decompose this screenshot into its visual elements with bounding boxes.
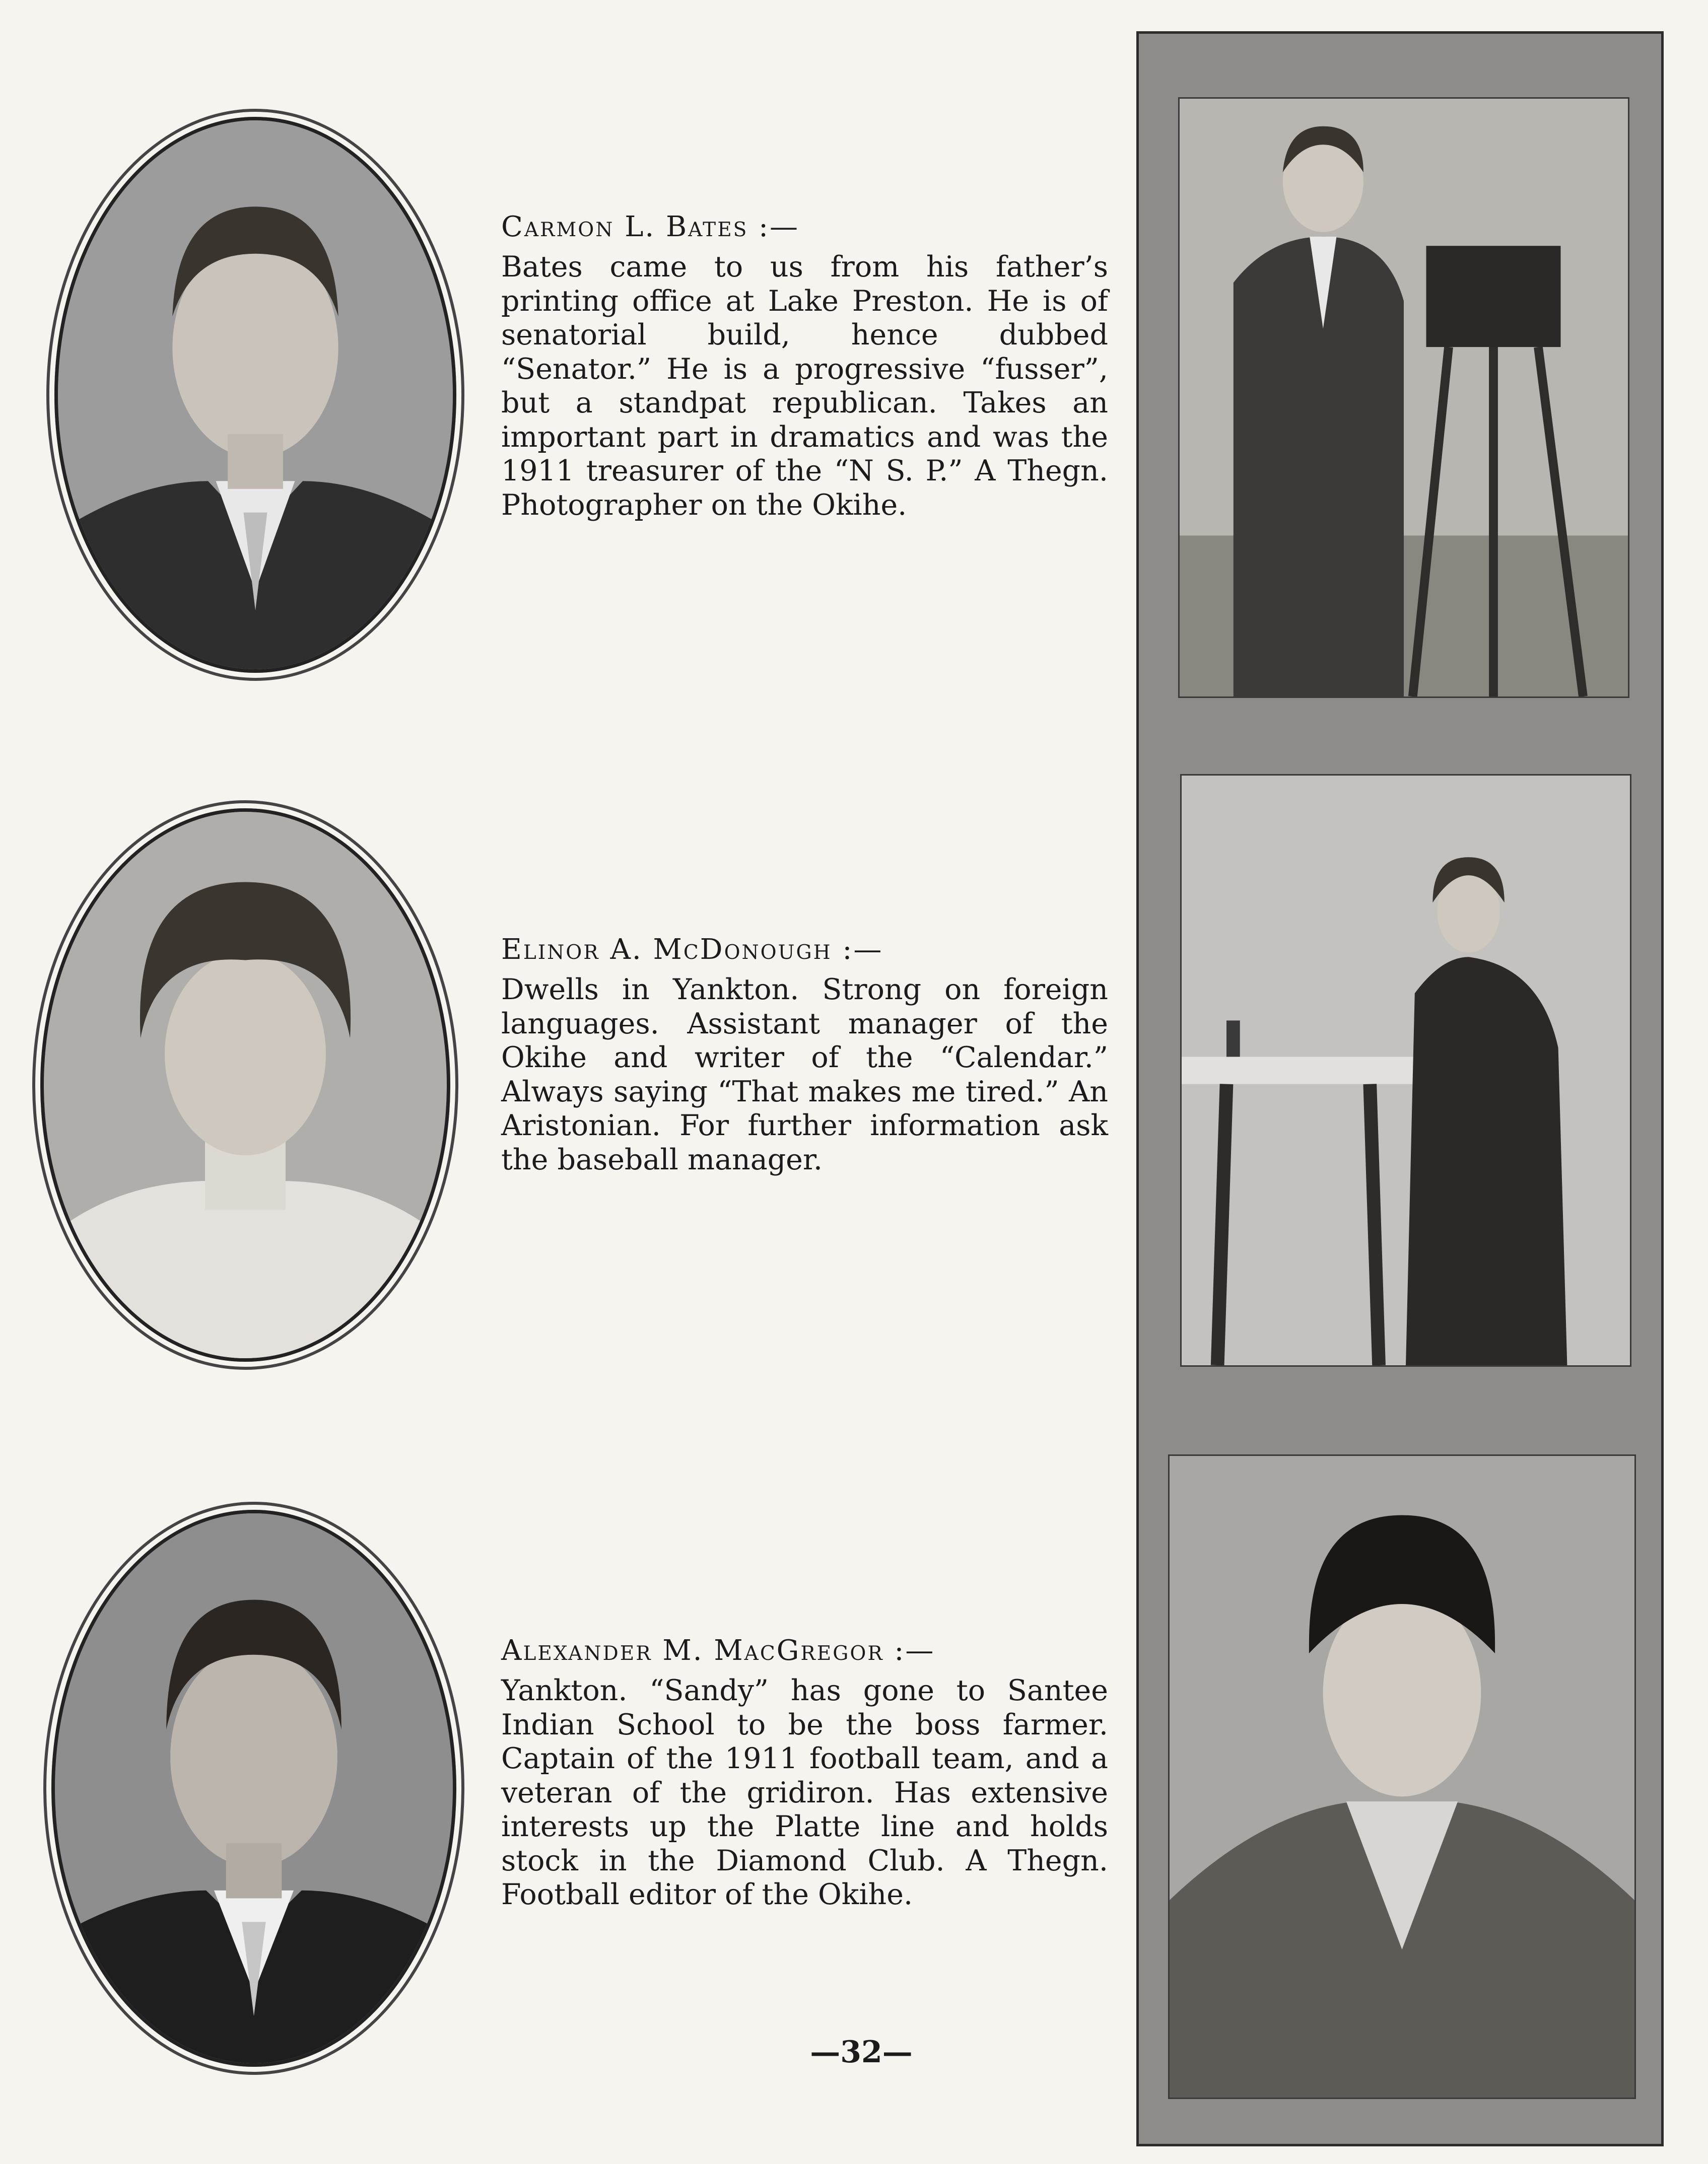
bio-alexander-macgregor [501,1634,1108,1912]
man-portrait-graphic [58,120,453,669]
woman-portrait-graphic [44,812,447,1358]
woman-reading-graphic [1182,776,1630,1365]
man-portrait-graphic [55,1513,453,2063]
bio-text: Yankton. “Sandy” has gone to Santee Indian School to be the boss farmer. Captain of the 1911 football team, and a veteran of the gridiron. Has extensive interests up the Platte line and holds stock in the Diamond Club. A Thegn. Football editor of the Okihe. [501,1674,1108,1911]
bio-carmon-bates [501,211,1108,522]
bio-text: Bates came to us from his father’s printing office at Lake Preston. He is of senatorial build, hence dubbed “Senator.” He is a progressive “fusser”, but a standpat republican. Takes an important part in dramatics and was the 1911 treasurer of the “N S. P.” A Thegn. Photographer on the Okihe. [501,250,1108,522]
portrait-alexander-macgregor [51,1510,456,2067]
bio-name: Alexander M. MacGregor :— [501,1634,935,1667]
page-number: —32— [810,2035,913,2070]
bio-text: Dwells in Yankton. Strong on foreign languages. Assistant manager of the Okihe and writer of the “Calendar.” Always saying “That makes me tired.” An Aristonian. For further information ask the baseball manager. [501,973,1108,1176]
photo-woman-reading [1180,774,1631,1367]
bio-name: Carmon L. Bates :— [501,211,800,243]
photo-man-in-fur-hat [1168,1454,1636,2099]
bio-elinor-mcdonough [501,933,1108,1177]
portrait-elinor-mcdonough [40,808,450,1362]
man-with-camera-graphic [1180,99,1628,696]
photo-strip [1136,31,1664,2146]
man-in-fur-hat-graphic [1170,1456,1634,2098]
photo-man-with-camera [1178,97,1629,698]
portrait-carmon-bates [54,117,456,673]
bio-name: Elinor A. McDonough :— [501,933,883,966]
